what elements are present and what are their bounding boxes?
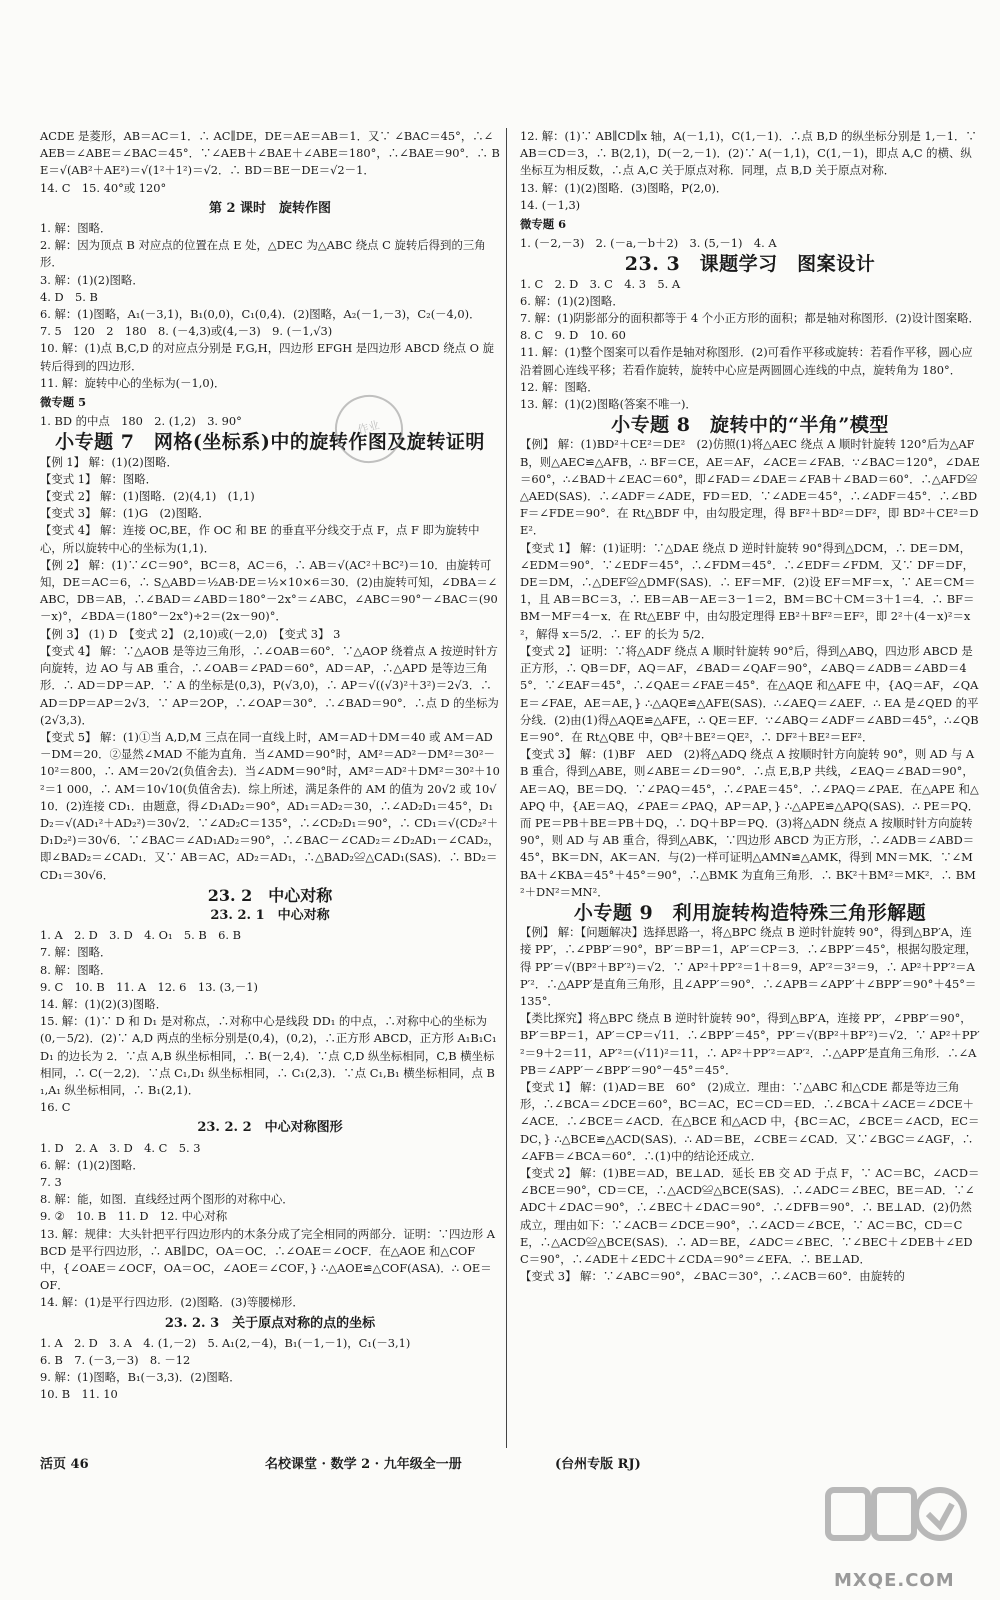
answer-block: 1. A 2. D 3. A 4. (1,－2) 5. A₁(2,－4)，B₁(－1,－1)，C₁(－3,1) 6. B 7. (－3,－3) 8. －12 9. 解：(1)图略，B₁(－3,3)．(2)图略． 10. B 11. 10 [40,1335,411,1402]
edition-label: (台州专版 RJ) [555,1457,641,1472]
left-column [40,128,500,1404]
right-column [520,128,980,1285]
stamp-label: 作业 [356,418,381,437]
column-divider [506,128,507,1448]
answer-page [40,128,980,1578]
topic-heading: 小专题 7 网格(坐标系)中的旋转作图及旋转证明 [55,431,485,454]
subsection-heading: 23. 2. 1 中心对称 [210,907,330,923]
topic-heading: 小专题 9 利用旋转构造特殊三角形解题 [573,901,927,924]
answer-block: 14. C 15. 40°或 120° [40,180,167,195]
answer-block: 【例】 解：【问题解决】选择思路一，将△BPC 绕点 B 逆时针旋转 90°，得到△BP′A，连接 PP′，∴∠PBP′＝90°，BP′＝BP＝1，AP′＝CP＝3．∴∠BPP′＝45°，根据勾股定理，得 PP′＝√(BP²＋BP′²)＝√2．∵ AP²＋PP′²＝1＋8＝9，AP′²＝3²＝9，∴ AP²＋PP′²＝AP′²．∴△APP′是直角三角形，且∠APP′＝90°．∴∠APB＝∠APP′＋∠BPP′＝90°＋45°＝135°． 【类比探究】将△BPC 绕点 B 逆时针旋转 90°，得到△BP′A，连接 PP′，∠PBP′＝90°，BP′＝BP＝1，AP′＝CP＝√11．∴∠BPP′＝45°，PP′＝√(BP²＋BP′²)＝√2．∵ AP²＋PP′²＝9＋2＝11，AP′²＝(√11)²＝11，∴ AP²＋PP′²＝AP′²．∴△APP′是直角三角形．∴∠APB＝∠APP′－∠BPP′＝90°－45°＝45°． 【变式 1】 解：(1)AD＝BE 60° (2)成立．理由：∵△ABC 和△CDE 都是等边三角形，∴∠BCA＝∠DCE＝60°，BC＝AC，EC＝CD＝ED．∴∠BCA＋∠ACE＝∠DCE＋∠ACE．∴∠BCE＝∠ACD．在△BCE 和△ACD 中，{BC＝AC，∠BCE＝∠ACD，EC＝DC，} ∴△BCE≌△ACD(SAS)．∴ AD＝BE，∠CBE＝∠CAD．又∵∠BGC＝∠AGF，∴∠AFB＝∠BCA＝60°．∴(1)中的结论还成立． 【变式 2】 解：(1)BE＝AD，BE⊥AD．延长 EB 交 AD 于点 F，∵ AC＝BC，∠ACD＝∠BCE＝90°，CD＝CE，∴△ACD≌△BCE(SAS)．∴∠ADC＝∠BEC，BE＝AD．∵∠ADC＋∠DAC＝90°，∴∠BEC＋∠DAC＝90°．∴∠DFB＝90°．∴ BE⊥AD．(2)仍然成立，理由如下：∵∠ACB＝∠DCE＝90°，∴∠ACD＝∠BCE，∵ AC＝BC，CD＝CE，∴△ACD≌△BCE(SAS)．∴ AD＝BE，∠ADC＝∠BEC．∵∠BEC＋∠DEB＋∠EDC＝90°，∴∠ADE＋∠EDC＋∠CDA＝90°＝∠EFA．∴ BE⊥AD． 【变式 3】 解：∵∠ABC＝90°，∠BAC＝30°，∴∠ACB＝60°．由旋转的 [520,925,980,1284]
topic-heading: 小专题 8 旋转中的“半角”模型 [611,414,889,437]
answer-block: 1. (－2,－3) 2. (－a,－b＋2) 3. (5,－1) 4. A [520,236,777,251]
answer-block: 1. 解：图略． 2. 解：因为顶点 B 对应点的位置在点 E 处，△DEC 为△ABC 绕点 C 旋转后得到的三角形． 3. 解：(1)(2)图略． 4. D 5. B 6. 解：(1)图略，A₁(－3,1)，B₁(0,0)，C₁(0,4)．(2)图略，A₂(－1,－3)，C₂(－4,0)． 7. 5 120 2 180 8. (－4,3)或(4,－3) 9. (－1,√3) 10. 解：(1)点 B,C,D 的对应点分别是 F,G,H，四边形 EFGH 是四边形 ABCD 绕点 O 旋转后得到的四边形． 11. 解：旋转中心的坐标为(－1,0)． [40,221,494,390]
subsection-heading: 23. 2. 2 中心对称图形 [197,1120,343,1136]
lesson-heading: 第 2 课时 旋转作图 [208,200,332,216]
micro-topic-heading: 微专题 6 [520,217,567,232]
section-heading: 23. 3 课题学习 图案设计 [624,253,876,276]
watermark-logo-icon [820,1480,970,1580]
section-heading: 23. 2 中心对称 [207,885,333,905]
answer-block: 1. A 2. D 3. D 4. O₁ 5. B 6. B 7. 解：图略． 8. 解：图略． 9. C 10. B 11. A 12. 6 13. (3,－1) 14. 解：(1)(2)(3)图略． 15. 解：(1)∵ D 和 D₁ 是对称点，∴对称中心是线段 DD₁ 的中点，∴对称中心的坐标为(0,－5/2)．(2)∵ A,D 两点的坐标分别是(0,4)，(0,2)，∴正方形 ABCD，正方形 A₁B₁C₁D₁ 的边长为 2．∵点 A,B 纵坐标相同，∴ B(－2,4)．∵点 C,D 纵坐标相同，C,B 横坐标相同，∴ C(－2,2)．∵点 C₁,D₁ 纵坐标相同，∴ C₁(2,3)．∵点 C₁,B₁ 横坐标相同，点 B₁,A₁ 纵坐标相同，∴ B₁(2,1)． 16. C [40,928,497,1115]
page-number: 活页 46 [40,1457,89,1472]
answer-block: 1. C 2. D 3. C 4. 3 5. A 6. 解：(1)(2)图略． 7. 解：(1)阴影部分的面积都等于 4 个小正方形的面积；都是轴对称图形．(2)设计图案略． 8. C 9. D 10. 60 11. 解：(1)整个图案可以看作是轴对称图形．(2)可看作平移或旋转：若看作平移，圆心应沿着圆心连线平移；若看作旋转，旋转中心应是两圆圆心连线的中点，旋转角为 180°． 12. 解：图略． 13. 解：(1)(2)图略(答案不唯一)． [520,276,980,412]
answer-block: 1. D 2. A 3. D 4. C 5. 3 6. 解：(1)(2)图略． 7. 3 8. 解：能，如图．直线经过两个图形的对称中心． 9. ② 10. B 11. D 12. 中心对称 13. 解：规律：大头针把平行四边形内的木条分成了完全相同的两部分．证明：∵四边形 ABCD 是平行四边形，∴ AB∥DC，OA＝OC．∴∠OAE＝∠OCF．在△AOE 和△COF 中，{∠OAE＝∠OCF，OA＝OC，∠AOE＝∠COF，} ∴△AOE≌△COF(ASA)．∴ OE＝OF． 14. 解：(1)是平行四边形．(2)图略．(3)等腰梯形． [40,1140,496,1310]
book-title: 名校课堂 · 数学 2 · 九年级全一册 [265,1457,462,1472]
answer-block: 【例 1】 解：(1)(2)图略． 【变式 1】 解：图略． 【变式 2】 解：(1)图略．(2)(4,1) (1,1) 【变式 3】 解：(1)G (2)图略． 【变式 4】 解：连接 OC,BE，作 OC 和 BE 的垂直平分线交于点 F，点 F 即为旋转中心，所以旋转中心的坐标为(1,1)． 【例 2】 解：(1)∵∠C＝90°，BC＝8，AC＝6，∴ AB＝√(AC²＋BC²)＝10．由旋转可知，DE＝AC＝6，∴ S△ABD＝½AB·DE＝½×10×6＝30．(2)由旋转可知，∠DBA＝∠ABC，DB＝AB，∴∠BAD＝∠ABD＝180°－2x°＝∠ABC，∠ABC＝90°－∠BAC＝(90－x)°，∠BDA＝(180°－2x°)÷2＝(2x－90)°． 【例 3】 (1) D 【变式 2】 (2,10)或(－2,0) 【变式 3】 3 【变式 4】 解：∵△AOB 是等边三角形，∴∠OAB＝60°．∵△AOP 绕着点 A 按逆时针方向旋转，边 AO 与 AB 重合，∴∠OAB＝∠PAD＝60°，AD＝AP，∴△APD 是等边三角形．∴ AD＝DP＝AP．∵ A 的坐标是(0,3)，P(√3,0)，∴ AP＝√((√3)²＋3²)＝2√3．∴ AD＝DP＝AP＝2√3．∵ AP＝2OP，∴∠OAP＝30°．∴∠BAD＝90°．∴点 D 的坐标为(2√3,3)． 【变式 5】 解：(1)①当 A,D,M 三点在同一直线上时，AM＝AD＋DM＝40 或 AM＝AD－DM＝20．②显然∠MAD 不能为直角．当∠AMD＝90°时，AM²＝AD²－DM²＝30²－10²＝800，∴ AM＝20√2(负值舍去)．当∠ADM＝90°时，AM²＝AD²＋DM²＝30²＋10²＝1 000，∴ AM＝10√10(负值舍去)．综上所述，满足条件的 AM 的值为 20√2 或 10√10．(2)连接 CD₁．由题意，得∠D₁AD₂＝90°，AD₁＝AD₂＝30，∴∠AD₂D₁＝45°，D₁D₂＝√(AD₁²＋AD₂²)＝30√2．∵∠AD₂C＝135°，∴∠CD₂D₁＝90°，∴ CD₁＝√(CD₂²＋D₁D₂²)＝30√6．∵∠BAC＝∠AD₁AD₂＝90°，∴∠BAC－∠CAD₂＝∠D₂AD₁－∠CAD₂，即∠BAD₂＝∠CAD₁．又∵ AB＝AC，AD₂＝AD₁，∴△BAD₂≌△CAD₁(SAS)．∴ BD₂＝CD₁＝30√6． [40,454,500,882]
answer-block: 1. BD 的中点 180 2. (1,2) 3. 90° [40,414,242,429]
subsection-heading: 23. 2. 3 关于原点对称的点的坐标 [164,1315,376,1331]
watermark-logo-text: MXQE.COM [834,1570,955,1591]
answer-block: 【例】 解：(1)BD²＋CE²＝DE² (2)仿照(1)将△AEC 绕点 A 顺时针旋转 120°后为△AFB，则△AEC≌△AFB，∴ BF＝CE，AE＝AF，∠ACE＝∠FAB．∵∠BAC＝120°，∠DAE＝60°，∴∠BAD＋∠EAC＝60°，即∠FAD＝∠DAE＝∠FAB＋∠BAD＝60°．∴△AFD≌△AED(SAS)．∴∠ADF＝∠ADE，FD＝ED．∵∠ADE＝45°，∴∠ADF＝45°．∴∠BDF＝∠FDE＝90°．在 Rt△BDF 中，由勾股定理，得 BF²＋BD²＝DF²，即 BD²＋CE²＝DE²． 【变式 1】 解：(1)证明：∵△DAE 绕点 D 逆时针旋转 90°得到△DCM，∴ DE＝DM，∠EDM＝90°．∵∠EDF＝45°，∴∠FDM＝45°．∴∠EDF＝∠FDM．又∵ DF＝DF，DE＝DM，∴△DEF≌△DMF(SAS)．∴ EF＝MF．(2)设 EF＝MF＝x，∵ AE＝CM＝1，且 AB＝BC＝3，∴ EB＝AB－AE＝3－1＝2，BM＝BC＋CM＝3＋1＝4．∴ BF＝BM－MF＝4－x．在 Rt△EBF 中，由勾股定理得 EB²＋BF²＝EF²，即 2²＋(4－x)²＝x²，解得 x＝5/2．∴ EF 的长为 5/2． 【变式 2】 证明：∵将△ADF 绕点 A 顺时针旋转 90°后，得到△ABQ，四边形 ABCD 是正方形，∴ QB＝DF，AQ＝AF，∠BAD＝∠QAF＝90°，∠ABQ＝∠ADB＝∠ABD＝45°．∵∠EAF＝45°，∴∠QAE＝∠FAE＝45°．在△AQE 和△AFE 中，{AQ＝AF，∠QAE＝∠FAE，AE＝AE，} ∴△AQE≌△AFE(SAS)．∴∠AEQ＝∠AEF．∴ EA 是∠QED 的平分线．(2)由(1)得△AQE≌△AFE，∴ QE＝EF．∵∠ABQ＝∠ADF＝∠ABD＝45°，∴∠QBE＝90°．在 Rt△QBE 中，QB²＋BE²＝QE²，∴ DF²＋BE²＝EF²． 【变式 3】 解：(1)BF AED (2)将△ADQ 绕点 A 按顺时针方向旋转 90°，则 AD 与 AB 重合，得到△ABE，则∠ABE＝∠D＝90°．∴点 E,B,P 共线，∠EAQ＝∠BAD＝90°，AE＝AQ，BE＝DQ．∵∠PAQ＝45°，∴∠PAE＝45°．∴∠PAQ＝∠PAE．在△APE 和△APQ 中，{AE＝AQ，∠PAE＝∠PAQ，AP＝AP，} ∴△APE≌△APQ(SAS)．∴ PE＝PQ．而 PE＝PB＋BE＝PB＋DQ，∴ DQ＋BP＝PQ．(3)将△ADN 绕点 A 按顺时针方向旋转 90°，则 AD 与 AB 重合，得到△ABK，∵四边形 ABCD 为正方形，∴∠ADB＝∠ABD＝45°，BK＝DN，AK＝AN．与(2)一样可证明△AMN≌△AMK，得到 MN＝MK．∵∠MBA＋∠KBA＝45°＋45°＝90°，∴△BMK 为直角三角形．∴ BK²＋BM²＝MK²．∴ BM²＋DN²＝MN²． [520,437,980,899]
micro-topic-heading: 微专题 5 [40,395,87,410]
answer-block: ACDE 是菱形，AB＝AC＝1．∴ AC∥DE，DE＝AE＝AB＝1．又∵ ∠BAC＝45°，∴∠AEB＝∠ABE＝∠BAC＝45°．∵∠AEB＋∠BAE＋∠ABE＝180°，∴∠BAE＝90°．∴ BE＝√(AB²＋AE²)＝√(1²＋1²)＝√2．∴ BD＝BE－DE＝√2－1． [40,129,500,178]
answer-block: 12. 解：(1)∵ AB∥CD∥x 轴，A(－1,1)，C(1,－1)．∴点 B,D 的纵坐标分别是 1,－1．∵ AB＝CD＝3，∴ B(2,1)，D(－2,－1)．(2)∵ A(－1,1)，C(1,－1)，即点 A,C 的横、纵坐标互为相反数，∴点 A,C 关于原点对称．同理，点 B,D 关于原点对称． 13. 解：(1)(2)图略．(3)图略，P(2,0)． 14. (－1,3) [520,129,977,212]
